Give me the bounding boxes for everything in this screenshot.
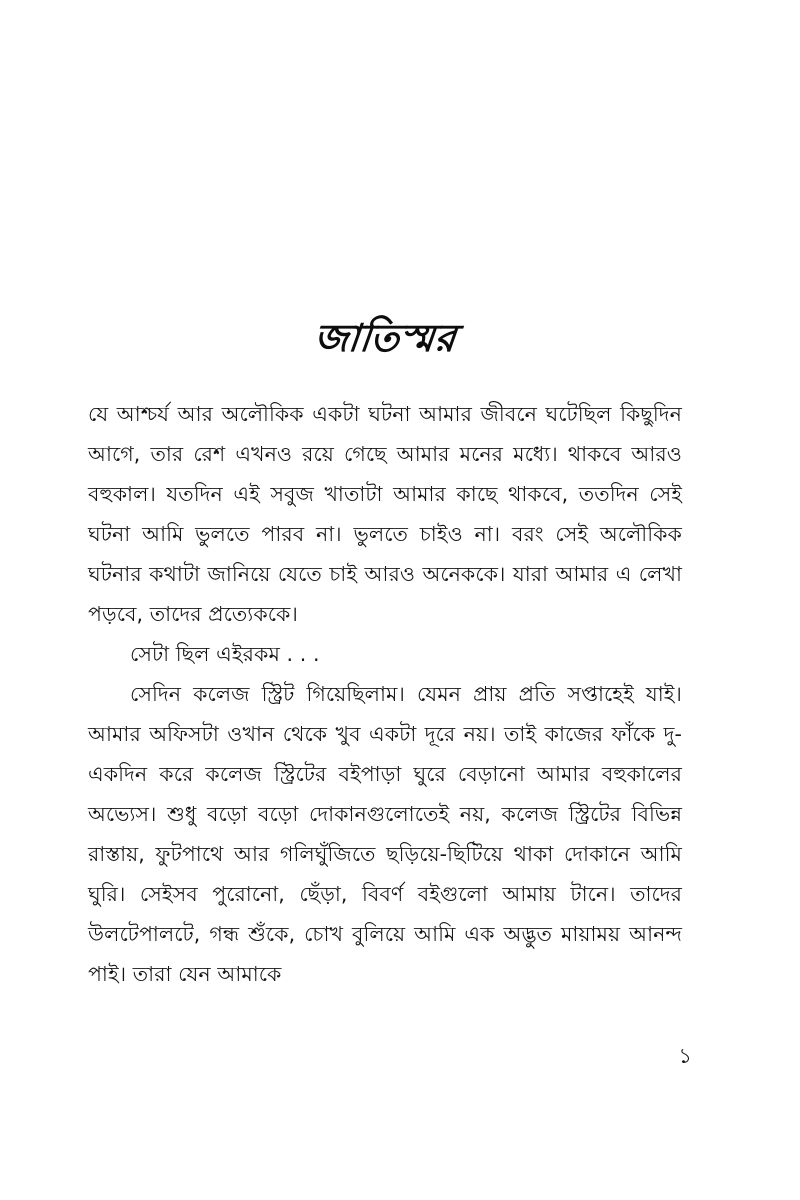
page-content — [88, 318, 682, 994]
paragraph-1: যে আশ্চর্য আর অলৌকিক একটা ঘটনা আমার জীবনে ঘটেছিল কিছুদিন আগে, তার রেশ এখনও রয়ে গেছে আমার মনের মধ্যে। থাকবে আরও বহুকাল। যতদিন এই সবুজ খাতাটা আমার কাছে থাকবে, ততদিন সেই ঘটনা আমি ভুলতে পারব না। ভুলতে চাইও না। বরং সেই অলৌকিক ঘটনার কথাটা জানিয়ে যেতে চাই আরও অনেককে। যারা আমার এ লেখা পড়বে, তাদের প্রত্যেককে। — [88, 401, 682, 626]
paragraph-2: সেটা ছিল এইরকম . . . — [130, 641, 320, 666]
chapter-title: জাতিস্মর — [311, 316, 459, 360]
page-number: ১ — [678, 1044, 692, 1068]
paragraph-3: সেদিন কলেজ স্ট্রিট গিয়েছিলাম। যেমন প্রায় প্রতি সপ্তাহেই যাই। আমার অফিসটা ওখান থেকে খুব একটা দূরে নয়। তাই কাজের ফাঁকে দু-একদিন করে কলেজ স্ট্রিটের বইপাড়া ঘুরে বেড়ানো আমার বহুকালের অভ্যেস। শুধু বড়ো বড়ো দোকানগুলোতেই নয়, কলেজ স্ট্রিটের বিভিন্ন রাস্তায়, ফুটপাথে আর গলিঘুঁজিতে ছড়িয়ে-ছিটিয়ে থাকা দোকানে আমি ঘুরি। সেইসব পুরোনো, ছেঁড়া, বিবর্ণ বইগুলো আমায় টানে। তাদের উলটেপালটে, গন্ধ শুঁকে, চোখ বুলিয়ে আমি এক অদ্ভুত মায়াময় আনন্দ পাই। তারা যেন আমাকে — [88, 681, 682, 986]
